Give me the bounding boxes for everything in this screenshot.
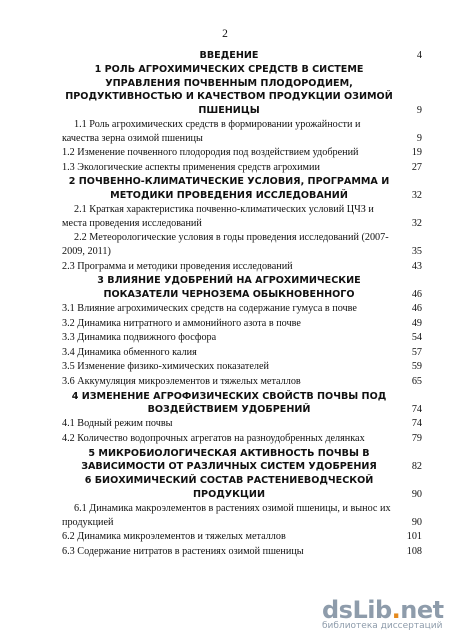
toc-entry	[62, 502, 422, 529]
toc-entry-page: 35	[411, 246, 422, 257]
toc-entry	[62, 260, 422, 274]
toc-entry	[62, 317, 422, 331]
toc-entry-page: 32	[411, 217, 422, 229]
table-of-contents	[62, 49, 422, 559]
toc-entry	[62, 331, 422, 345]
toc-entry-page: 59	[411, 361, 422, 373]
toc-entry-page: 46	[411, 288, 422, 300]
toc-entry-title: 3 ВЛИЯНИЕ УДОБРЕНИЙ НА АГРОХИМИЧЕСКИЕ ПОКАЗАТЕЛИ ЧЕРНОЗЕМА ОБЫКНОВЕННОГО	[97, 275, 361, 300]
toc-entry-page: 65	[411, 375, 422, 387]
toc-entry	[62, 49, 422, 62]
toc-entry-title: 1 РОЛЬ АГРОХИМИЧЕСКИХ СРЕДСТВ В СИСТЕМЕ УПРАВЛЕНИЯ ПОЧВЕННЫМ ПЛОДОРОДИЕМ, ПРОДУКТИВНОСТЬЮ И КАЧЕСТВОМ ПРОДУКЦИИ ОЗИМОЙ ПШЕНИЦЫ	[65, 64, 393, 116]
toc-entry	[62, 118, 422, 145]
toc-entry	[62, 161, 422, 175]
watermark-logo-main: dsLib	[322, 596, 392, 624]
toc-entry-page: 79	[411, 432, 422, 444]
toc-entry-title: 1.3 Экологические аспекты применения средств агрохимии	[62, 161, 320, 173]
toc-entry	[62, 474, 422, 501]
toc-entry-page: 46	[411, 303, 422, 314]
watermark-logo-dot: .	[391, 596, 401, 624]
toc-entry	[62, 274, 422, 301]
toc-entry-title: 2.1 Краткая характеристика почвенно-климатических условий ЦЧЗ и места проведения исследований	[62, 204, 374, 229]
toc-entry	[62, 231, 422, 258]
toc-entry-title: 6.2 Динамика микроэлементов и тяжелых металлов	[62, 531, 286, 543]
toc-entry	[62, 432, 422, 446]
toc-entry	[62, 360, 422, 374]
toc-entry-title: 3.2 Динамика нитратного и аммонийного азота в почве	[62, 317, 301, 329]
watermark-logo-tld: net	[400, 596, 444, 624]
toc-entry-title: 6.1 Динамика макроэлементов в растениях озимой пшеницы, и вынос их продукцией	[62, 503, 391, 528]
toc-entry	[62, 146, 422, 160]
toc-entry-title: 6 БИОХИМИЧЕСКИЙ СОСТАВ РАСТЕНИЕВОДЧЕСКОЙ ПРОДУКЦИИ	[84, 475, 374, 500]
watermark-logo	[322, 596, 442, 624]
toc-entry	[62, 390, 422, 417]
toc-entry-page: 108	[406, 545, 422, 557]
toc-entry	[62, 175, 422, 202]
toc-entry-page: 57	[411, 346, 422, 358]
toc-entry-title: 3.1 Влияние агрохимических средств на содержание гумуса в почве	[62, 303, 357, 314]
toc-entry	[62, 346, 422, 360]
toc-entry-page: 74	[411, 403, 422, 415]
toc-entry-page: 27	[411, 161, 422, 173]
toc-entry	[62, 203, 422, 230]
toc-entry-page: 90	[411, 516, 422, 528]
toc-entry	[62, 447, 422, 474]
toc-entry	[62, 417, 422, 431]
toc-entry-page: 9	[416, 132, 422, 144]
toc-entry-title: 1.1 Роль агрохимических средств в формировании урожайности и качества зерна озимой пшеницы	[62, 119, 361, 144]
toc-entry-title: 3.5 Изменение физико-химических показателей	[62, 361, 269, 373]
toc-entry-page: 43	[411, 260, 422, 272]
toc-entry-title: 2 ПОЧВЕННО-КЛИМАТИЧЕСКИЕ УСЛОВИЯ, ПРОГРАММА И МЕТОДИКИ ПРОВЕДЕНИЯ ИССЛЕДОВАНИЙ	[68, 176, 390, 201]
toc-entry-title: 2.3 Программа и методики проведения исследований	[62, 260, 293, 272]
toc-entry-page: 49	[411, 317, 422, 329]
toc-entry-page: 74	[411, 418, 422, 430]
toc-entry-title: 1.2 Изменение почвенного плодородия под воздействием удобрений	[62, 147, 359, 159]
toc-entry-title: 3.3 Динамика подвижного фосфора	[62, 332, 217, 344]
toc-entry-title: 2.2 Метеорологические условия в годы проведения исследований (2007-2009, 2011)	[62, 232, 389, 257]
page-number: 2	[222, 28, 228, 40]
toc-entry-page: 54	[411, 332, 422, 344]
toc-entry	[62, 375, 422, 389]
toc-entry-page: 4	[416, 50, 422, 61]
toc-entry-title: 3.6 Аккумуляция микроэлементов и тяжелых металлов	[62, 375, 301, 387]
toc-entry-title: 3.4 Динамика обменного калия	[62, 346, 197, 358]
toc-entry-page: 90	[411, 488, 422, 500]
watermark-subtitle: библиотека диссертаций	[322, 621, 443, 631]
toc-entry-title: 4.1 Водный режим почвы	[62, 418, 173, 430]
toc-entry	[62, 63, 422, 117]
toc-entry	[62, 545, 422, 559]
toc-entry-title: 4 ИЗМЕНЕНИЕ АГРОФИЗИЧЕСКИХ СВОЙСТВ ПОЧВЫ ПОД ВОЗДЕЙСТВИЕМ УДОБРЕНИЙ	[71, 390, 387, 415]
toc-entry	[62, 530, 422, 544]
toc-entry-title: 4.2 Количество водопрочных агрегатов на разноудобренных делянках	[62, 432, 365, 444]
dslib-watermark	[322, 596, 442, 631]
toc-entry-page: 9	[416, 104, 422, 116]
toc-entry-page: 32	[411, 189, 422, 201]
toc-entry-page: 19	[411, 147, 422, 159]
toc-entry-title: ВВЕДЕНИЕ	[199, 50, 259, 61]
toc-entry-title: 5 МИКРОБИОЛОГИЧЕСКАЯ АКТИВНОСТЬ ПОЧВЫ В ЗАВИСИМОСТИ ОТ РАЗЛИЧНЫХ СИСТЕМ УДОБРЕНИЯ	[81, 447, 377, 472]
toc-entry-page: 101	[406, 531, 422, 543]
toc-entry-title: 6.3 Содержание нитратов в растениях озимой пшеницы	[62, 545, 304, 557]
toc-entry	[62, 302, 422, 316]
toc-entry-page: 82	[411, 460, 422, 472]
